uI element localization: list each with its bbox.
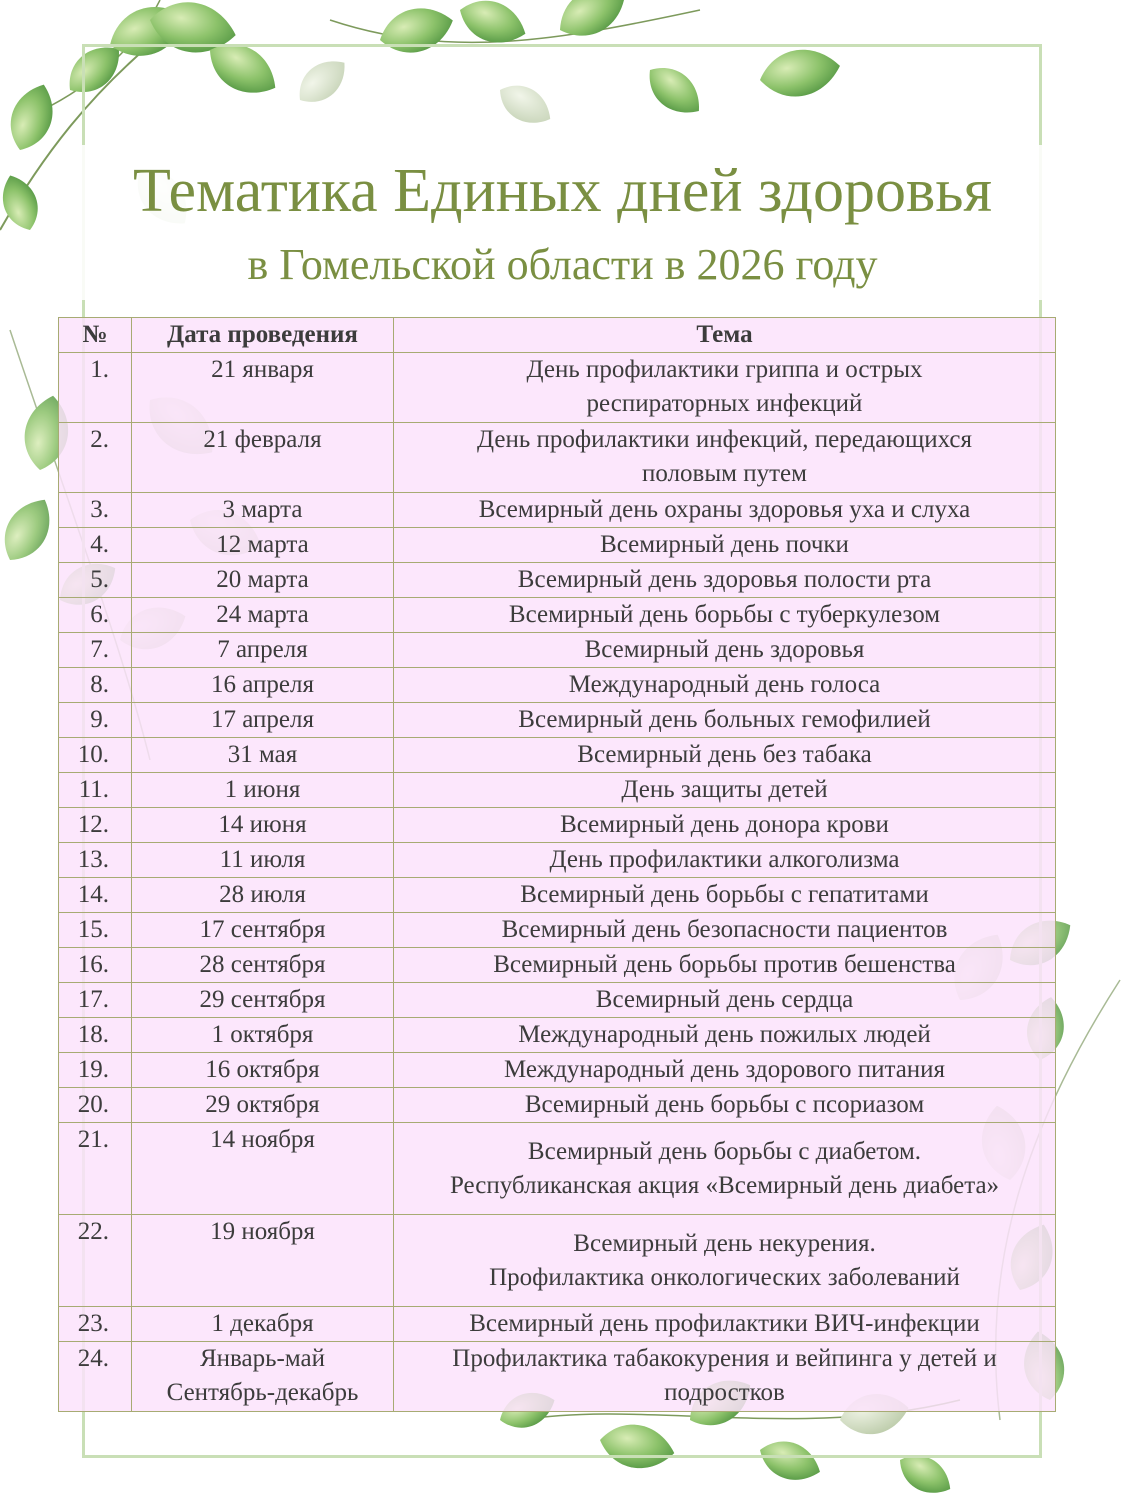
event-topic-line: День защиты детей — [621, 776, 828, 803]
event-topic-line: Всемирный день борьбы против бешенства — [493, 951, 956, 978]
event-date-line: 20 марта — [216, 566, 309, 593]
table-row — [59, 353, 1056, 423]
event-topic-line: Всемирный день почки — [600, 531, 849, 558]
event-topic-line: Всемирный день некурения. — [573, 1229, 876, 1257]
event-topic-line: Профилактика онкологических заболеваний — [489, 1263, 960, 1291]
event-topic-line: Всемирный день здоровья полости рта — [517, 566, 932, 593]
event-date-cell — [132, 423, 394, 493]
event-topic-line: День профилактики гриппа и острых — [526, 356, 923, 383]
row-number: 11. — [59, 773, 132, 808]
event-date-cell — [132, 703, 394, 738]
event-date-line: 17 сентября — [199, 916, 326, 943]
event-topic-line: Международный день голоса — [568, 671, 881, 698]
event-date-cell — [132, 528, 394, 563]
event-topic-cell — [394, 633, 1056, 668]
event-topic-cell — [394, 703, 1056, 738]
event-topic-cell — [394, 738, 1056, 773]
event-topic-line: День профилактики инфекций, передающихся — [477, 426, 972, 453]
table-row — [59, 493, 1056, 528]
event-date-line: Сентябрь-декабрь — [166, 1379, 359, 1406]
event-topic-line: Всемирный день без табака — [577, 741, 872, 768]
event-topic-cell — [394, 878, 1056, 913]
event-date-line: 17 апреля — [211, 706, 314, 733]
event-date-cell — [132, 1342, 394, 1412]
event-topic-line: Международный день пожилых людей — [518, 1021, 931, 1048]
event-topic-cell — [394, 913, 1056, 948]
table-row — [59, 563, 1056, 598]
row-number: 23. — [59, 1307, 132, 1342]
event-topic-line: Всемирный день борьбы с псориазом — [524, 1091, 925, 1118]
event-date-cell — [132, 738, 394, 773]
event-topic-line: Всемирный день борьбы с диабетом. — [527, 1137, 922, 1165]
event-date-cell — [132, 668, 394, 703]
event-date-cell — [132, 773, 394, 808]
row-number: 5. — [59, 563, 132, 598]
event-topic-line: Всемирный день профилактики ВИЧ-инфекции — [469, 1310, 980, 1337]
row-number: 24. — [59, 1342, 132, 1412]
event-topic-cell — [394, 1053, 1056, 1088]
table-row — [59, 808, 1056, 843]
event-date-line: Январь-май — [200, 1345, 325, 1372]
table-row — [59, 1215, 1056, 1307]
row-number: 16. — [59, 948, 132, 983]
event-topic-line: Всемирный день здоровья — [584, 636, 865, 663]
event-date-line: 14 ноября — [210, 1126, 315, 1153]
event-date-cell — [132, 353, 394, 423]
row-number: 9. — [59, 703, 132, 738]
table-header-row — [59, 318, 1056, 353]
event-topic-line: Всемирный день безопасности пациентов — [501, 916, 948, 943]
row-number: 4. — [59, 528, 132, 563]
table-row — [59, 633, 1056, 668]
event-date-line: 1 июня — [224, 776, 301, 803]
event-date-cell — [132, 1088, 394, 1123]
event-topic-cell — [394, 493, 1056, 528]
table-row — [59, 1307, 1056, 1342]
event-date-cell — [132, 633, 394, 668]
event-date-cell — [132, 878, 394, 913]
table-row — [59, 423, 1056, 493]
event-date-line: 21 февраля — [203, 426, 322, 453]
table-row — [59, 668, 1056, 703]
table-row — [59, 1088, 1056, 1123]
event-topic-line: Профилактика табакокурения и вейпинга у детей и — [452, 1345, 997, 1372]
event-date-cell — [132, 843, 394, 878]
event-date-line: 3 марта — [222, 496, 303, 523]
page-subtitle: в Гомельской области в 2026 году — [247, 240, 878, 289]
table-row — [59, 598, 1056, 633]
row-number: 8. — [59, 668, 132, 703]
event-date-line: 11 июля — [219, 846, 306, 873]
table-row — [59, 843, 1056, 878]
event-topic-cell — [394, 1342, 1056, 1412]
table-row — [59, 1053, 1056, 1088]
event-topic-cell — [394, 528, 1056, 563]
table-row — [59, 913, 1056, 948]
event-topic-cell — [394, 1215, 1056, 1307]
row-number: 3. — [59, 493, 132, 528]
event-topic-cell — [394, 773, 1056, 808]
table-row — [59, 773, 1056, 808]
row-number: 1. — [59, 353, 132, 423]
event-date-cell — [132, 1307, 394, 1342]
row-number: 2. — [59, 423, 132, 493]
event-date-line: 28 сентября — [199, 951, 326, 978]
event-date-cell — [132, 1018, 394, 1053]
event-topic-line: Всемирный день охраны здоровья уха и слуха — [478, 496, 971, 523]
event-date-cell — [132, 983, 394, 1018]
event-topic-cell — [394, 843, 1056, 878]
table-row — [59, 703, 1056, 738]
event-date-line: 12 марта — [216, 531, 309, 558]
event-topic-cell — [394, 1018, 1056, 1053]
event-date-cell — [132, 493, 394, 528]
event-date-cell — [132, 948, 394, 983]
event-topic-line: Всемирный день борьбы с туберкулезом — [508, 601, 941, 628]
event-date-line: 21 января — [211, 356, 314, 383]
row-number: 13. — [59, 843, 132, 878]
column-header-date: Дата проведения — [132, 318, 394, 353]
row-number: 14. — [59, 878, 132, 913]
event-topic-cell — [394, 948, 1056, 983]
event-topic-line: подростков — [664, 1379, 785, 1406]
event-topic-cell — [394, 668, 1056, 703]
event-date-cell — [132, 1215, 394, 1307]
event-topic-cell — [394, 598, 1056, 633]
event-date-cell — [132, 913, 394, 948]
event-topic-line: Всемирный день донора крови — [560, 811, 889, 838]
event-date-line: 19 ноября — [210, 1218, 315, 1245]
event-date-line: 29 сентября — [199, 986, 326, 1013]
event-topic-cell — [394, 423, 1056, 493]
event-topic-line: Всемирный день борьбы с гепатитами — [520, 881, 929, 908]
event-topic-line: половым путем — [642, 460, 807, 487]
health-days-table — [58, 317, 1056, 1412]
event-topic-cell — [394, 353, 1056, 423]
event-date-line: 31 мая — [227, 741, 298, 768]
event-topic-line: День профилактики алкоголизма — [549, 846, 900, 873]
row-number: 6. — [59, 598, 132, 633]
event-topic-cell — [394, 1307, 1056, 1342]
event-topic-line: Международный день здорового питания — [503, 1056, 946, 1083]
table-row — [59, 948, 1056, 983]
row-number: 22. — [59, 1215, 132, 1307]
event-topic-cell — [394, 563, 1056, 598]
event-date-line: 7 апреля — [217, 636, 308, 663]
row-number: 20. — [59, 1088, 132, 1123]
row-number: 7. — [59, 633, 132, 668]
event-date-cell — [132, 1123, 394, 1215]
page-title: Тематика Единых дней здоровья — [132, 157, 993, 225]
event-date-line: 1 октября — [211, 1021, 314, 1048]
event-date-line: 1 декабря — [211, 1310, 314, 1337]
row-number: 21. — [59, 1123, 132, 1215]
event-date-line: 16 октября — [205, 1056, 320, 1083]
event-topic-line: Всемирный день больных гемофилией — [518, 706, 931, 733]
column-header-number: № — [59, 318, 132, 353]
table-row — [59, 528, 1056, 563]
event-topic-line: Республиканская акция «Всемирный день диабета» — [449, 1171, 1000, 1199]
event-date-line: 29 октября — [205, 1091, 320, 1118]
event-date-cell — [132, 1053, 394, 1088]
row-number: 18. — [59, 1018, 132, 1053]
table-row — [59, 738, 1056, 773]
event-date-cell — [132, 598, 394, 633]
row-number: 12. — [59, 808, 132, 843]
event-date-cell — [132, 808, 394, 843]
event-topic-line: Всемирный день сердца — [595, 986, 854, 1013]
event-topic-cell — [394, 808, 1056, 843]
row-number: 17. — [59, 983, 132, 1018]
column-header-topic: Тема — [394, 318, 1056, 353]
table-row — [59, 1123, 1056, 1215]
row-number: 15. — [59, 913, 132, 948]
table-row — [59, 983, 1056, 1018]
event-topic-line: респираторных инфекций — [586, 390, 863, 417]
event-date-line: 28 июля — [219, 881, 306, 908]
event-date-cell — [132, 563, 394, 598]
table-row — [59, 1018, 1056, 1053]
row-number: 10. — [59, 738, 132, 773]
event-date-line: 16 апреля — [211, 671, 314, 698]
table-row — [59, 878, 1056, 913]
row-number: 19. — [59, 1053, 132, 1088]
table-row — [59, 1342, 1056, 1412]
event-date-line: 24 марта — [216, 601, 309, 628]
event-topic-cell — [394, 983, 1056, 1018]
event-topic-cell — [394, 1123, 1056, 1215]
event-topic-cell — [394, 1088, 1056, 1123]
event-date-line: 14 июня — [218, 811, 307, 838]
